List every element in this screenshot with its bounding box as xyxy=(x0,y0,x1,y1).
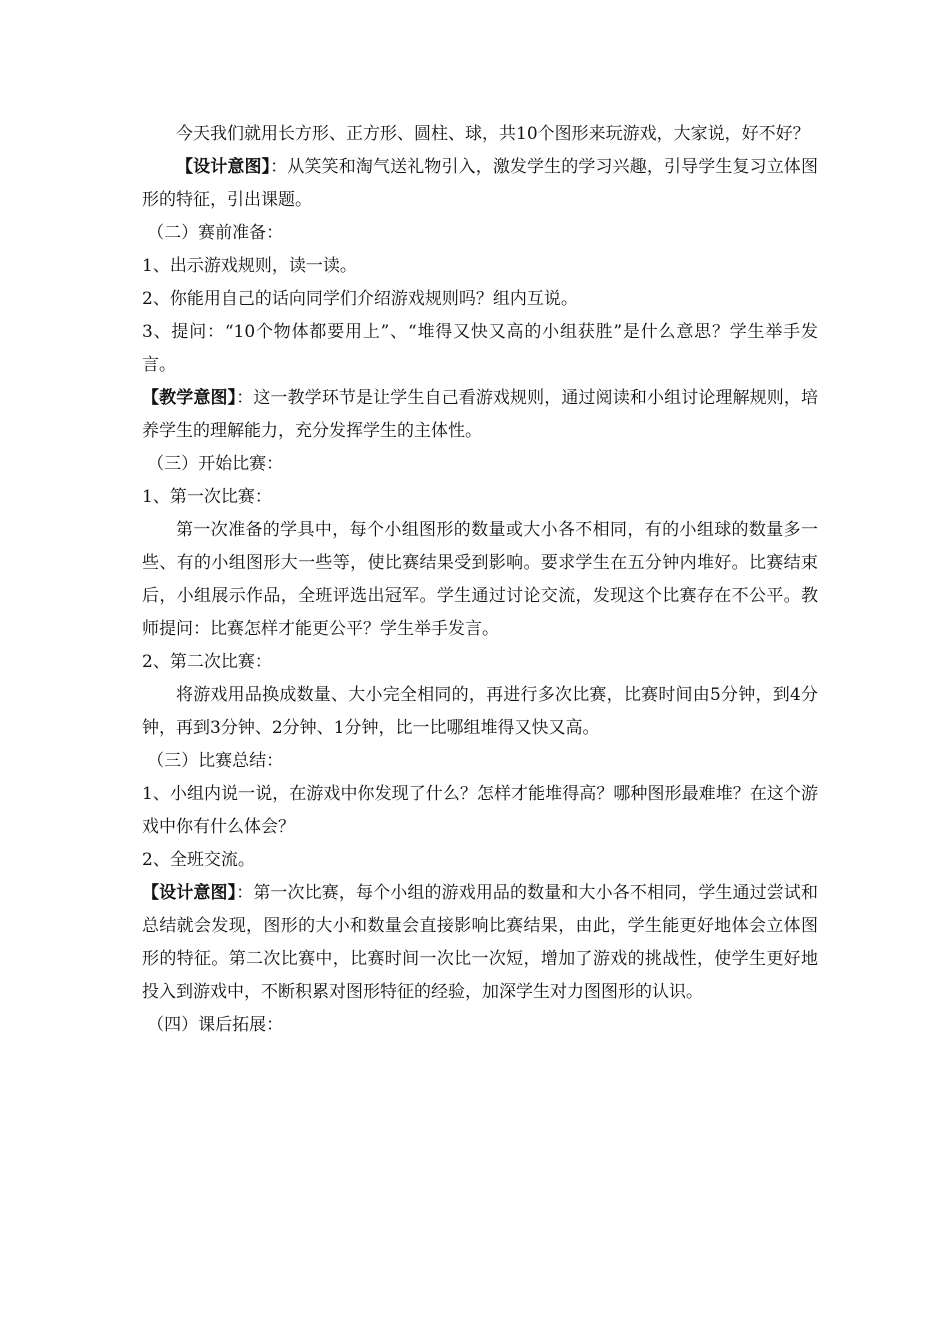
design-intent-text: ：从笑笑和淘气送礼物引入，激发学生的学习兴趣，引导学生复习立体图形的特征，引出课题。 xyxy=(142,157,819,210)
section-heading-extension: （四）课后拓展： xyxy=(147,1015,284,1035)
list-item: 2、全班交流。 xyxy=(142,850,255,870)
list-item: 1、出示游戏规则，读一读。 xyxy=(142,256,357,276)
list-item: 3、提问：“10个物体都要用上”、“堆得又快又高的小组获胜”是什么意思？学生举手发言。 xyxy=(142,322,818,375)
design-intent-paragraph-2 xyxy=(142,877,818,1009)
list-item: 2、第二次比赛： xyxy=(142,652,272,672)
intro-paragraph: 今天我们就用长方形、正方形、圆柱、球，共10个图形来玩游戏，大家说，好不好？ xyxy=(176,124,810,144)
design-intent-tag-2: 【设计意图】 xyxy=(142,883,237,903)
teaching-intent-paragraph xyxy=(142,382,818,448)
document-page xyxy=(142,118,818,1042)
list-item: 1、小组内说一说，在游戏中你发现了什么？怎样才能堆得高？哪种图形最难堆？在这个游戏中你有什么体会？ xyxy=(142,784,818,837)
section-heading-pre-game: （二）赛前准备： xyxy=(147,223,284,243)
design-intent-paragraph xyxy=(142,151,818,217)
body-paragraph: 第一次准备的学具中，每个小组图形的数量或大小各不相同，有的小组球的数量多一些、有的小组图形大一些等，使比赛结果受到影响。要求学生在五分钟内堆好。比赛结束后，小组展示作品，全班评选出冠军。学生通过讨论交流，发现这个比赛存在不公平。教师提问：比赛怎样才能更公平？学生举手发言。 xyxy=(142,520,818,639)
design-intent-text-2: ：第一次比赛，每个小组的游戏用品的数量和大小各不相同，学生通过尝试和总结就会发现，图形的大小和数量会直接影响比赛结果，由此，学生能更好地体会立体图形的特征。第二次比赛中，比赛时间一次比一次短，增加了游戏的挑战性，使学生更好地投入到游戏中，不断积累对图形特征的经验，加深学生对力图图形的认识。 xyxy=(142,883,819,1002)
section-heading-summary: （三）比赛总结： xyxy=(147,751,284,771)
teaching-intent-text: ：这一教学环节是让学生自己看游戏规则，通过阅读和小组讨论理解规则，培养学生的理解能力，充分发挥学生的主体性。 xyxy=(142,388,819,441)
section-heading-start-game: （三）开始比赛： xyxy=(147,454,284,474)
teaching-intent-tag: 【教学意图】 xyxy=(142,388,237,408)
list-item: 1、第一次比赛： xyxy=(142,487,272,507)
list-item: 2、你能用自己的话向同学们介绍游戏规则吗？组内互说。 xyxy=(142,289,578,309)
body-paragraph: 将游戏用品换成数量、大小完全相同的，再进行多次比赛，比赛时间由5分钟，到4分钟，再到3分钟、2分钟、1分钟，比一比哪组堆得又快又高。 xyxy=(142,685,818,738)
design-intent-tag: 【设计意图】 xyxy=(176,157,271,177)
